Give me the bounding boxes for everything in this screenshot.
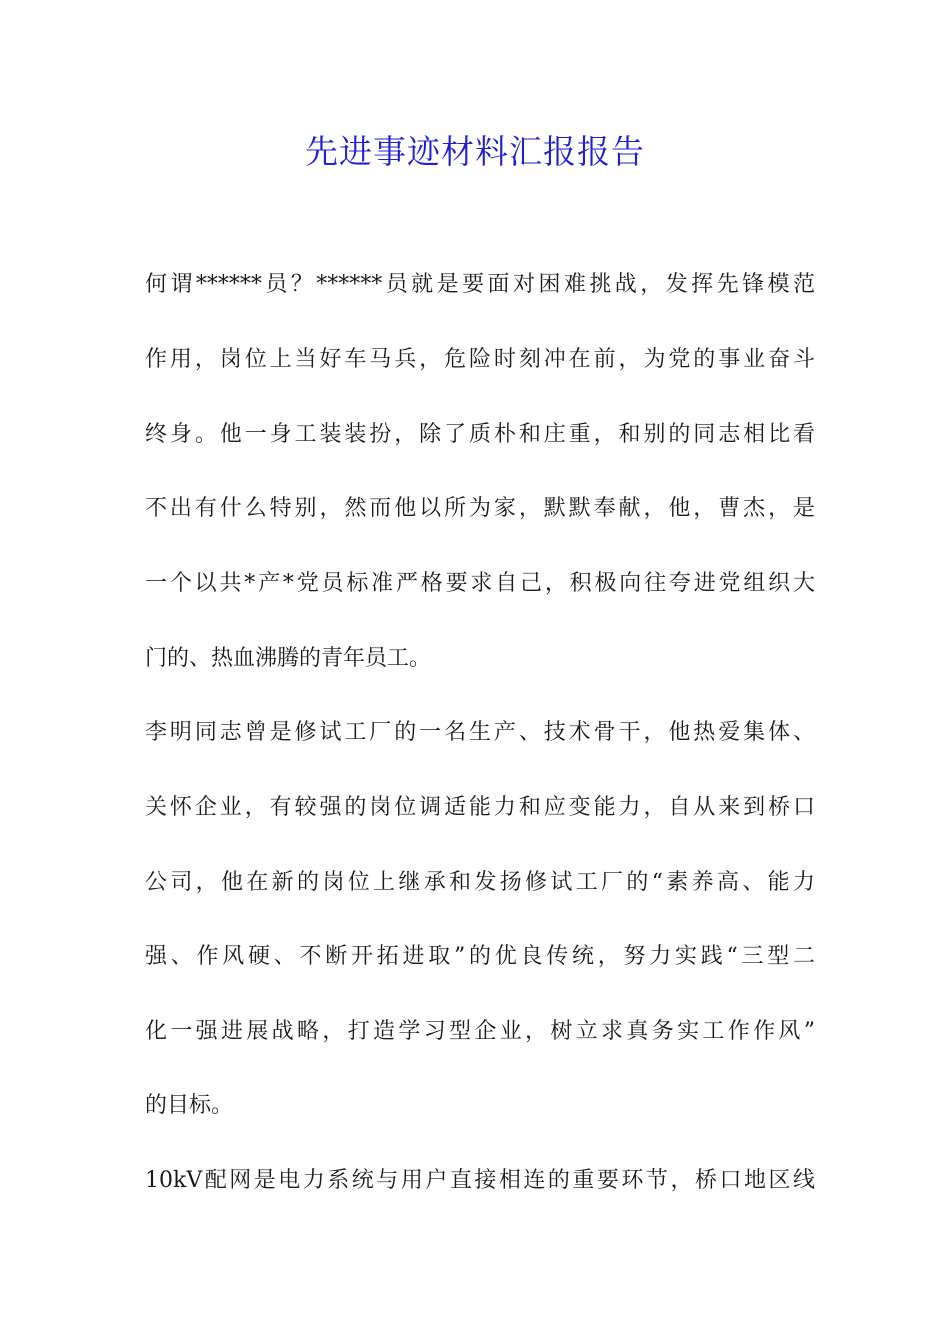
paragraph-1-line-6: 门的、热血沸腾的青年员工。 <box>145 646 432 671</box>
document-title: 先进事迹材料汇报报告 <box>305 132 645 171</box>
paragraph-2-line-3: 公司，他在新的岗位上继承和发扬修试工厂的“素养高、能力 <box>145 870 815 895</box>
paragraph-1-line-5: 一个以共*产*党员标准严格要求自己，积极向往夸进党组织大 <box>145 571 815 596</box>
paragraph-2-line-4: 强、作风硬、不断开拓进取”的优良传统，努力实践“三型二 <box>145 944 815 969</box>
paragraph-2-line-5: 化一强进展战略，打造学习型企业，树立求真务实工作作风” <box>145 1019 815 1044</box>
paragraph-2-line-6: 的目标。 <box>145 1093 234 1118</box>
paragraph-1-line-1: 何谓******员？******员就是要面对困难挑战，发挥先锋模范 <box>145 272 815 297</box>
paragraph-1-line-3: 终身。他一身工装装扮，除了质朴和庄重，和别的同志相比看 <box>145 422 815 447</box>
paragraph-2-line-2: 关怀企业，有较强的岗位调适能力和应变能力，自从来到桥口 <box>145 795 815 820</box>
paragraph-1-line-2: 作用，岗位上当好车马兵，危险时刻冲在前，为党的事业奋斗 <box>145 347 815 372</box>
paragraph-1-line-4: 不出有什么特别，然而他以所为家，默默奉献，他，曹杰，是 <box>145 496 815 521</box>
paragraph-2-line-1: 李明同志曾是修试工厂的一名生产、技术骨干，他热爱集体、 <box>145 720 815 745</box>
paragraph-3-line-1: 10kV配网是电力系统与用户直接相连的重要环节，桥口地区线 <box>145 1168 815 1193</box>
